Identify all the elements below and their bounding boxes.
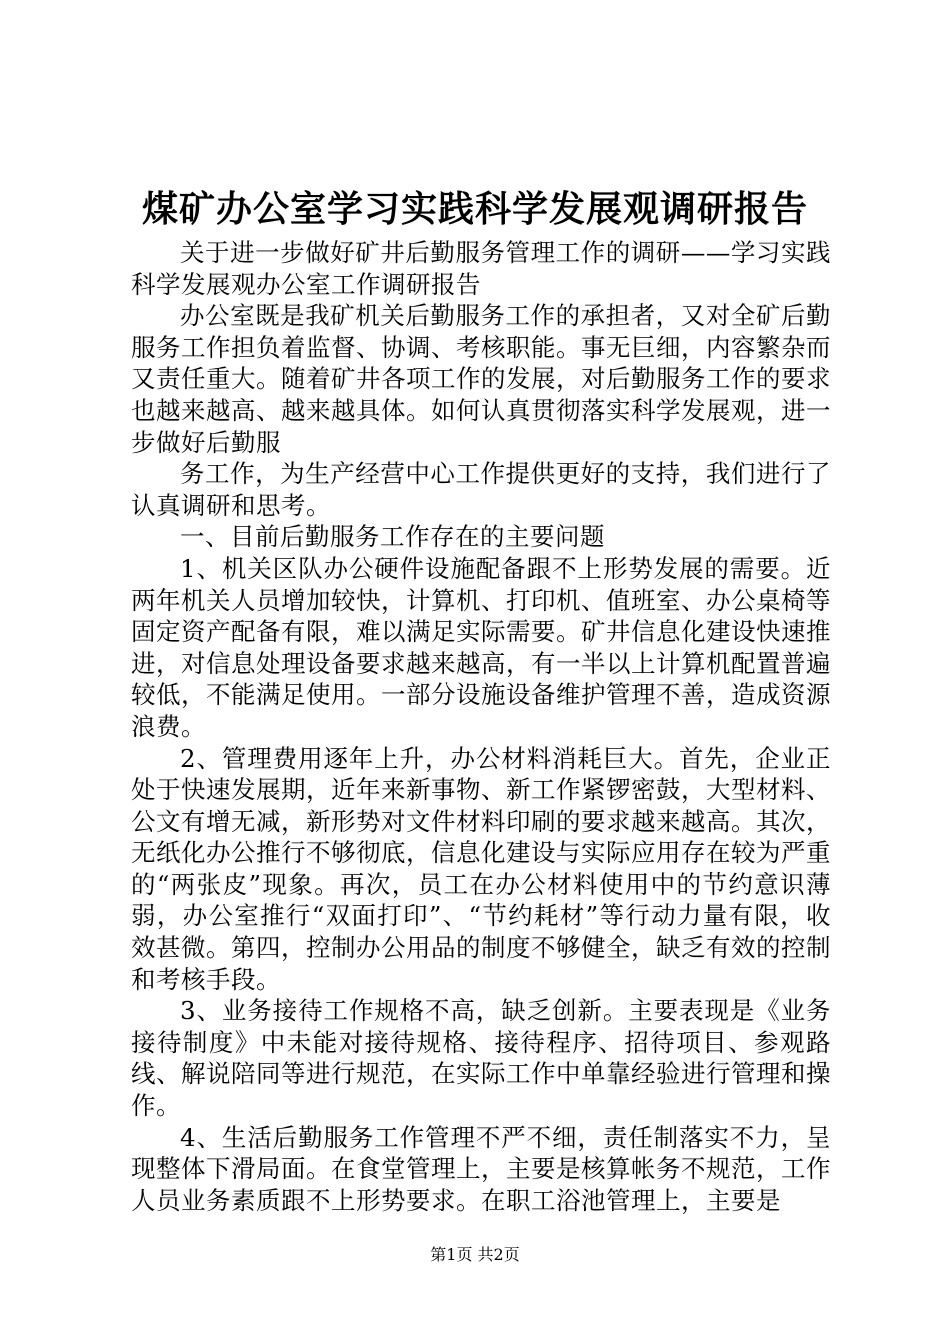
paragraph-problem-1: 1、机关区队办公硬件设施配备跟不上形势发展的需要。近两年机关人员增加较快，计算机、打印机、值班室、办公桌椅等固定资产配备有限，难以满足实际需要。矿井信息化建设快速推进，对信息处理设备要求越来越高，有一半以上计算机配置普遍较低，不能满足使用。一部分设施设备维护管理不善，造成资源浪费。	[131, 553, 831, 741]
document-body	[131, 237, 831, 1216]
paragraph-problem-4: 4、生活后勤服务工作管理不严不细，责任制落实不力，呈现整体下滑局面。在食堂管理上，主要是核算帐务不规范，工作人员业务素质跟不上形势要求。在职工浴池管理上，主要是	[131, 1122, 831, 1215]
page-footer: 第1页 共2页	[430, 1245, 520, 1264]
paragraph-intro-cont: 务工作，为生产经营中心工作提供更好的支持，我们进行了认真调研和思考。	[131, 459, 831, 520]
section-heading-problems: 一、目前后勤服务工作存在的主要问题	[180, 522, 605, 552]
document-title: 煤矿办公室学习实践科学发展观调研报告	[141, 188, 808, 230]
paragraph-problem-3: 3、业务接待工作规格不高，缺乏创新。主要表现是《业务接待制度》中未能对接待规格、接待程序、招待项目、参观路线、解说陪同等进行规范，在实际工作中单靠经验进行管理和操作。	[131, 996, 831, 1121]
paragraph-problem-2: 2、管理费用逐年上升，办公材料消耗巨大。首先，企业正处于快速发展期，近年来新事物、新工作紧锣密鼓，大型材料、公文有增无减，新形势对文件材料印刷的要求越来越高。其次，无纸化办公推行不够彻底，信息化建设与实际应用存在较为严重的“两张皮”现象。再次，员工在办公材料使用中的节约意识薄弱，办公室推行“双面打印”、“节约耗材”等行动力量有限，收效甚微。第四，控制办公用品的制度不够健全，缺乏有效的控制和考核手段。	[131, 743, 831, 994]
paragraph-subtitle: 关于进一步做好矿井后勤服务管理工作的调研——学习实践科学发展观办公室工作调研报告	[131, 238, 831, 299]
paragraph-intro: 办公室既是我矿机关后勤服务工作的承担者，又对全矿后勤服务工作担负着监督、协调、考核职能。事无巨细，内容繁杂而又责任重大。随着矿井各项工作的发展，对后勤服务工作的要求也越来越高、越来越具体。如何认真贯彻落实科学发展观，进一步做好后勤服	[131, 301, 831, 457]
